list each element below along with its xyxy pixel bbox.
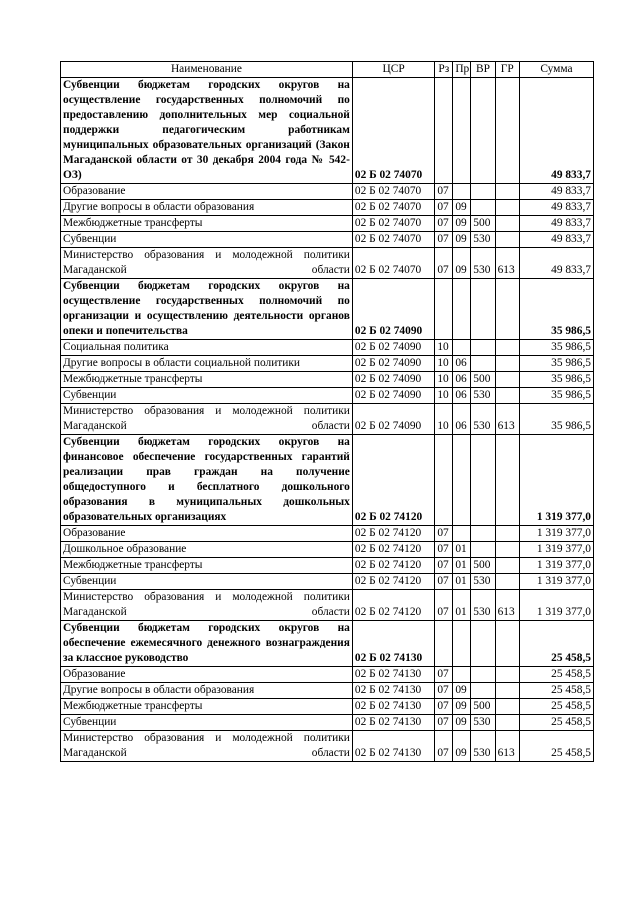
cell-name: Другие вопросы в области образования [61, 200, 353, 216]
cell-pr [453, 340, 471, 356]
table-row [61, 184, 594, 200]
cell-rz: 07 [435, 667, 453, 683]
cell-csr: 02 Б 02 74130 [352, 621, 434, 667]
cell-gr [495, 78, 519, 184]
cell-name: Другие вопросы в области социальной политики [61, 356, 353, 372]
cell-rz: 07 [435, 574, 453, 590]
table-row [61, 200, 594, 216]
cell-pr: 09 [453, 232, 471, 248]
cell-rz: 10 [435, 340, 453, 356]
cell-csr: 02 Б 02 74130 [352, 715, 434, 731]
cell-csr: 02 Б 02 74090 [352, 356, 434, 372]
cell-name: Субвенции бюджетам городских округов на финансовое обеспечение государственных гарантий реализации прав граждан на получение общедоступного и бесплатного дошкольного образования в муниципальных дошкольных образовательных организациях [61, 435, 353, 526]
cell-rz: 10 [435, 404, 453, 435]
cell-pr [453, 435, 471, 526]
cell-vr [471, 621, 495, 667]
cell-name: Образование [61, 526, 353, 542]
cell-csr: 02 Б 02 74090 [352, 404, 434, 435]
cell-sum: 35 986,5 [519, 279, 593, 340]
header-name: Наименование [61, 62, 353, 78]
table-row [61, 590, 594, 621]
header-pr: Пр [453, 62, 471, 78]
cell-gr [495, 200, 519, 216]
cell-vr [471, 542, 495, 558]
cell-csr: 02 Б 02 74090 [352, 340, 434, 356]
cell-rz: 07 [435, 590, 453, 621]
cell-vr [471, 667, 495, 683]
cell-vr [471, 184, 495, 200]
cell-sum: 35 986,5 [519, 404, 593, 435]
cell-sum: 49 833,7 [519, 200, 593, 216]
header-rz: Рз [435, 62, 453, 78]
header-csr: ЦСР [352, 62, 434, 78]
cell-gr [495, 184, 519, 200]
cell-rz: 07 [435, 526, 453, 542]
cell-vr: 530 [471, 574, 495, 590]
cell-gr [495, 574, 519, 590]
cell-gr [495, 279, 519, 340]
cell-sum: 35 986,5 [519, 356, 593, 372]
table-row [61, 216, 594, 232]
cell-name: Социальная политика [61, 340, 353, 356]
cell-vr: 500 [471, 372, 495, 388]
cell-rz: 07 [435, 699, 453, 715]
cell-name: Субвенции [61, 715, 353, 731]
header-gr: ГР [495, 62, 519, 78]
cell-csr: 02 Б 02 74120 [352, 526, 434, 542]
cell-rz [435, 78, 453, 184]
cell-gr [495, 372, 519, 388]
cell-vr [471, 356, 495, 372]
cell-rz: 07 [435, 542, 453, 558]
cell-pr: 09 [453, 699, 471, 715]
cell-pr [453, 184, 471, 200]
cell-pr: 01 [453, 590, 471, 621]
cell-name: Министерство образования и молодежной политики Магаданской области [61, 590, 353, 621]
budget-table [60, 61, 594, 762]
cell-gr: 613 [495, 248, 519, 279]
cell-csr: 02 Б 02 74070 [352, 78, 434, 184]
cell-name: Субвенции бюджетам городских округов на обеспечение ежемесячного денежного вознаграждения за классное руководство [61, 621, 353, 667]
cell-gr [495, 340, 519, 356]
cell-name: Межбюджетные трансферты [61, 372, 353, 388]
table-row [61, 574, 594, 590]
cell-gr: 613 [495, 404, 519, 435]
table-row [61, 372, 594, 388]
cell-rz: 07 [435, 200, 453, 216]
cell-rz: 07 [435, 683, 453, 699]
cell-sum: 49 833,7 [519, 78, 593, 184]
cell-gr [495, 542, 519, 558]
table-row [61, 667, 594, 683]
cell-rz [435, 621, 453, 667]
cell-sum: 1 319 377,0 [519, 574, 593, 590]
cell-csr: 02 Б 02 74070 [352, 232, 434, 248]
cell-csr: 02 Б 02 74120 [352, 558, 434, 574]
cell-name: Министерство образования и молодежной политики Магаданской области [61, 731, 353, 762]
cell-vr: 530 [471, 590, 495, 621]
cell-name: Дошкольное образование [61, 542, 353, 558]
cell-vr: 530 [471, 715, 495, 731]
cell-sum: 1 319 377,0 [519, 542, 593, 558]
cell-csr: 02 Б 02 74070 [352, 248, 434, 279]
cell-gr: 613 [495, 590, 519, 621]
cell-gr [495, 683, 519, 699]
cell-gr [495, 558, 519, 574]
cell-csr: 02 Б 02 74120 [352, 590, 434, 621]
cell-vr: 500 [471, 216, 495, 232]
cell-pr: 09 [453, 731, 471, 762]
cell-vr: 530 [471, 731, 495, 762]
cell-name: Субвенции бюджетам городских округов на осуществление государственных полномочий по организации и осуществлению деятельности органов опеки и попечительства [61, 279, 353, 340]
cell-csr: 02 Б 02 74070 [352, 216, 434, 232]
cell-rz: 07 [435, 715, 453, 731]
table-row [61, 683, 594, 699]
cell-gr: 613 [495, 731, 519, 762]
table-body [61, 78, 594, 762]
cell-pr: 06 [453, 404, 471, 435]
cell-pr: 09 [453, 683, 471, 699]
cell-vr: 500 [471, 558, 495, 574]
header-sum: Сумма [519, 62, 593, 78]
cell-vr [471, 340, 495, 356]
cell-name: Образование [61, 667, 353, 683]
cell-sum: 49 833,7 [519, 184, 593, 200]
cell-gr [495, 356, 519, 372]
table-row [61, 699, 594, 715]
cell-pr [453, 667, 471, 683]
cell-rz: 07 [435, 184, 453, 200]
cell-name: Субвенции [61, 574, 353, 590]
cell-csr: 02 Б 02 74130 [352, 699, 434, 715]
cell-csr: 02 Б 02 74130 [352, 683, 434, 699]
cell-vr: 530 [471, 232, 495, 248]
cell-rz: 07 [435, 558, 453, 574]
cell-rz: 07 [435, 232, 453, 248]
cell-rz: 07 [435, 216, 453, 232]
cell-pr: 01 [453, 558, 471, 574]
cell-name: Субвенции [61, 232, 353, 248]
cell-pr: 06 [453, 372, 471, 388]
cell-gr [495, 715, 519, 731]
cell-name: Межбюджетные трансферты [61, 216, 353, 232]
cell-pr [453, 279, 471, 340]
table-row [61, 340, 594, 356]
cell-name: Другие вопросы в области образования [61, 683, 353, 699]
cell-rz: 07 [435, 731, 453, 762]
cell-name: Министерство образования и молодежной политики Магаданской области [61, 248, 353, 279]
cell-gr [495, 232, 519, 248]
cell-csr: 02 Б 02 74090 [352, 279, 434, 340]
cell-vr: 500 [471, 699, 495, 715]
cell-vr [471, 683, 495, 699]
cell-sum: 1 319 377,0 [519, 435, 593, 526]
cell-gr [495, 435, 519, 526]
header-vr: ВР [471, 62, 495, 78]
cell-pr: 09 [453, 200, 471, 216]
cell-gr [495, 667, 519, 683]
table-row [61, 715, 594, 731]
cell-sum: 25 458,5 [519, 683, 593, 699]
cell-vr [471, 279, 495, 340]
cell-sum: 25 458,5 [519, 731, 593, 762]
cell-sum: 25 458,5 [519, 699, 593, 715]
cell-rz: 10 [435, 356, 453, 372]
cell-sum: 1 319 377,0 [519, 558, 593, 574]
table-section-row [61, 621, 594, 667]
cell-sum: 1 319 377,0 [519, 526, 593, 542]
cell-csr: 02 Б 02 74130 [352, 731, 434, 762]
cell-sum: 35 986,5 [519, 340, 593, 356]
cell-pr [453, 621, 471, 667]
cell-name: Межбюджетные трансферты [61, 699, 353, 715]
cell-name: Субвенции бюджетам городских округов на осуществление государственных полномочий по предоставлению дополнительных мер социальной поддержки педагогическим работникам муниципальных образовательных организаций (Закон Магаданской области от 30 декабря 2004 года № 542-ОЗ) [61, 78, 353, 184]
cell-pr: 09 [453, 248, 471, 279]
cell-gr [495, 699, 519, 715]
cell-pr: 06 [453, 388, 471, 404]
cell-csr: 02 Б 02 74070 [352, 184, 434, 200]
table-row [61, 404, 594, 435]
cell-vr [471, 200, 495, 216]
table-row [61, 542, 594, 558]
cell-gr [495, 621, 519, 667]
table-row [61, 388, 594, 404]
cell-vr [471, 78, 495, 184]
cell-csr: 02 Б 02 74090 [352, 388, 434, 404]
table-section-row [61, 435, 594, 526]
cell-vr: 530 [471, 248, 495, 279]
cell-sum: 25 458,5 [519, 715, 593, 731]
cell-sum: 49 833,7 [519, 232, 593, 248]
cell-pr [453, 78, 471, 184]
cell-vr: 530 [471, 404, 495, 435]
cell-sum: 35 986,5 [519, 388, 593, 404]
cell-sum: 35 986,5 [519, 372, 593, 388]
table-section-row [61, 78, 594, 184]
cell-name: Образование [61, 184, 353, 200]
cell-gr [495, 388, 519, 404]
cell-csr: 02 Б 02 74130 [352, 667, 434, 683]
cell-sum: 1 319 377,0 [519, 590, 593, 621]
cell-sum: 49 833,7 [519, 248, 593, 279]
cell-pr: 01 [453, 542, 471, 558]
cell-rz [435, 435, 453, 526]
cell-pr: 06 [453, 356, 471, 372]
cell-pr: 09 [453, 216, 471, 232]
table-row [61, 248, 594, 279]
cell-pr: 01 [453, 574, 471, 590]
cell-vr: 530 [471, 388, 495, 404]
table-header [61, 62, 594, 78]
table-row [61, 731, 594, 762]
cell-sum: 49 833,7 [519, 216, 593, 232]
cell-sum: 25 458,5 [519, 621, 593, 667]
header-row [61, 62, 594, 78]
cell-vr [471, 435, 495, 526]
cell-pr [453, 526, 471, 542]
table-row [61, 356, 594, 372]
cell-gr [495, 526, 519, 542]
cell-name: Министерство образования и молодежной политики Магаданской области [61, 404, 353, 435]
cell-name: Межбюджетные трансферты [61, 558, 353, 574]
table-row [61, 526, 594, 542]
cell-sum: 25 458,5 [519, 667, 593, 683]
cell-csr: 02 Б 02 74120 [352, 542, 434, 558]
table-section-row [61, 279, 594, 340]
cell-csr: 02 Б 02 74120 [352, 435, 434, 526]
cell-csr: 02 Б 02 74070 [352, 200, 434, 216]
cell-rz: 10 [435, 372, 453, 388]
cell-csr: 02 Б 02 74090 [352, 372, 434, 388]
cell-vr [471, 526, 495, 542]
cell-pr: 09 [453, 715, 471, 731]
cell-rz: 10 [435, 388, 453, 404]
cell-name: Субвенции [61, 388, 353, 404]
table-row [61, 232, 594, 248]
cell-gr [495, 216, 519, 232]
cell-rz: 07 [435, 248, 453, 279]
cell-csr: 02 Б 02 74120 [352, 574, 434, 590]
table-row [61, 558, 594, 574]
cell-rz [435, 279, 453, 340]
